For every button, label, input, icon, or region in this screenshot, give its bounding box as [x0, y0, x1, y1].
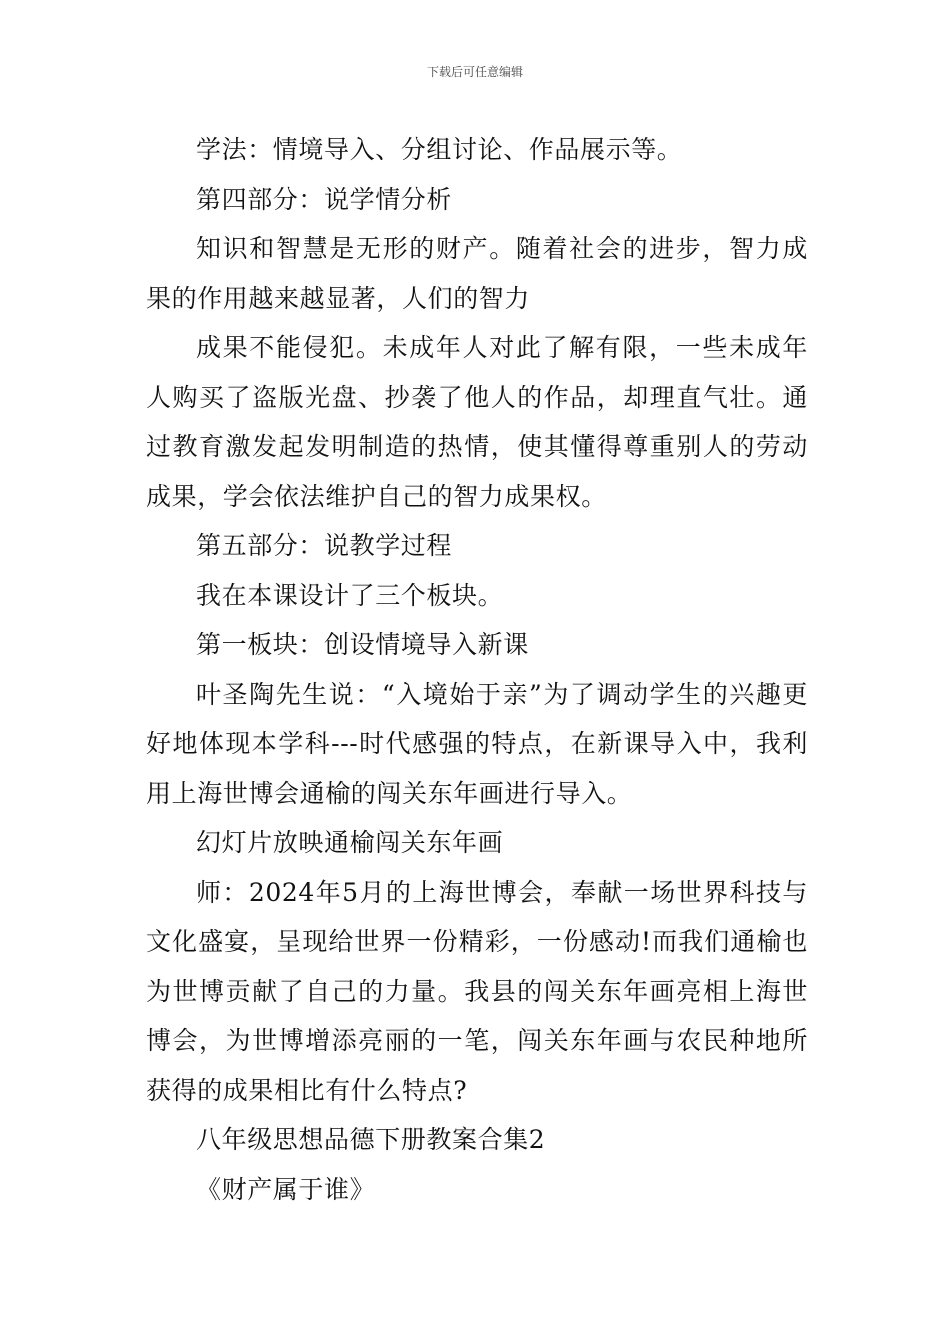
- heading-collection-two: 八年级思想品德下册教案合集2: [196, 1125, 546, 1154]
- paragraph-slideshow: 幻灯片放映通榆闯关东年画: [196, 828, 504, 857]
- paragraph-study-methods: 学法：情境导入、分组讨论、作品展示等。: [196, 135, 683, 164]
- heading-part-five: 第五部分：说教学过程: [196, 531, 453, 560]
- paragraph-teacher-expo: 师：2024年5月的上海世博会，奉献一场世界科技与文化盛宴，呈现给世界一份精彩，一份感动!而我们通榆也为世博贡献了自己的力量。我县的闯关东年画亮相上海世博会，为世博增添亮丽的一笔，闯关东年画与农民种地所获得的成果相比有什么特点?: [146, 877, 808, 1105]
- paragraph-three-sections: 我在本课设计了三个板块。: [196, 580, 504, 610]
- paragraph-ye-shengtao-quote: 叶圣陶先生说：“入境始于亲”为了调动学生的兴趣更好地体现本学科---时代感强的特点，在新课导入中，我利用上海世博会通榆的闯关东年画进行导入。: [146, 679, 808, 808]
- page-header-note: 下载后可任意编辑: [426, 65, 523, 79]
- paragraph-minors-awareness: 成果不能侵犯。未成年人对此了解有限，一些未成年人购买了盗版光盘、抄袭了他人的作品，却理直气壮。通过教育激发起发明制造的热情，使其懂得尊重别人的劳动成果，学会依法维护自己的智力成果权。: [146, 333, 808, 511]
- heading-part-four: 第四部分：说学情分析: [196, 184, 453, 214]
- heading-lesson-title: 《财产属于谁》: [196, 1174, 376, 1204]
- paragraph-knowledge-wealth: 知识和智慧是无形的财产。随着社会的进步，智力成果的作用越来越显著，人们的智力: [146, 234, 808, 313]
- heading-section-one: 第一板块：创设情境导入新课: [196, 630, 529, 659]
- document-body: [146, 125, 808, 1214]
